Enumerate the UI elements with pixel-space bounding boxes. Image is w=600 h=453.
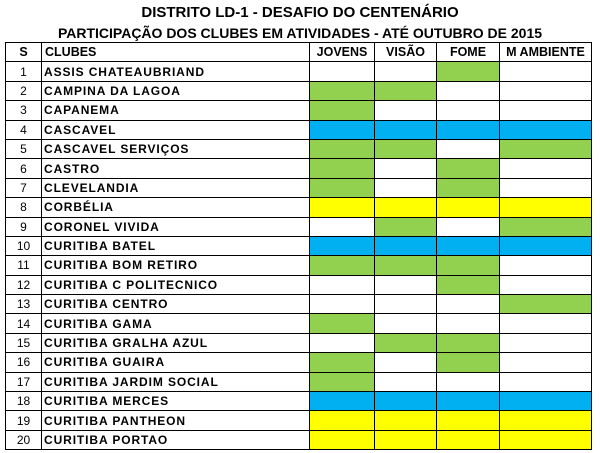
row-number: 2 (6, 81, 42, 100)
row-number: 20 (6, 430, 42, 449)
cell-jovens (310, 353, 375, 372)
club-name: CURITIBA MERCES (42, 392, 310, 411)
cell-fome (437, 256, 500, 275)
table-row (6, 256, 592, 275)
club-name: CURITIBA C POLITECNICO (42, 275, 310, 294)
row-number: 11 (6, 256, 42, 275)
row-number: 13 (6, 295, 42, 314)
row-number: 15 (6, 333, 42, 352)
cell-fome (437, 411, 500, 430)
cell-jovens (310, 236, 375, 255)
cell-jovens (310, 101, 375, 120)
cell-fome (437, 430, 500, 449)
row-number: 5 (6, 139, 42, 158)
cell-meio-ambiente (500, 392, 592, 411)
club-name: CASCAVEL (42, 120, 310, 139)
club-name: CURITIBA GRALHA AZUL (42, 333, 310, 352)
cell-jovens (310, 159, 375, 178)
cell-visao (375, 333, 437, 352)
cell-jovens (310, 295, 375, 314)
cell-fome (437, 353, 500, 372)
cell-visao (375, 295, 437, 314)
table-row (6, 236, 592, 255)
table-row (6, 430, 592, 449)
cell-fome (437, 101, 500, 120)
cell-fome (437, 275, 500, 294)
table-row (6, 411, 592, 430)
table-row (6, 333, 592, 352)
club-name: CORONEL VIVIDA (42, 217, 310, 236)
club-name: CAMPINA DA LAGOA (42, 81, 310, 100)
cell-fome (437, 159, 500, 178)
row-number: 18 (6, 392, 42, 411)
cell-fome (437, 372, 500, 391)
cell-visao (375, 178, 437, 197)
cell-visao (375, 314, 437, 333)
cell-meio-ambiente (500, 62, 592, 81)
table-row (6, 120, 592, 139)
header-clubes: CLUBES (42, 43, 310, 62)
cell-fome (437, 295, 500, 314)
cell-jovens (310, 372, 375, 391)
cell-meio-ambiente (500, 178, 592, 197)
cell-visao (375, 159, 437, 178)
table-row (6, 217, 592, 236)
cell-fome (437, 217, 500, 236)
row-number: 17 (6, 372, 42, 391)
cell-fome (437, 81, 500, 100)
cell-fome (437, 236, 500, 255)
cell-visao (375, 353, 437, 372)
club-name: CURITIBA PANTHEON (42, 411, 310, 430)
cell-meio-ambiente (500, 430, 592, 449)
table-row (6, 81, 592, 100)
cell-meio-ambiente (500, 295, 592, 314)
club-name: CASCAVEL SERVIÇOS (42, 139, 310, 158)
cell-jovens (310, 178, 375, 197)
header-row (6, 43, 592, 62)
cell-jovens (310, 275, 375, 294)
cell-meio-ambiente (500, 314, 592, 333)
row-number: 7 (6, 178, 42, 197)
club-name: ASSIS CHATEAUBRIAND (42, 62, 310, 81)
cell-jovens (310, 430, 375, 449)
club-name: CORBÉLIA (42, 198, 310, 217)
cell-fome (437, 333, 500, 352)
cell-meio-ambiente (500, 101, 592, 120)
cell-fome (437, 178, 500, 197)
cell-visao (375, 392, 437, 411)
row-number: 6 (6, 159, 42, 178)
row-number: 4 (6, 120, 42, 139)
cell-jovens (310, 62, 375, 81)
table-row (6, 372, 592, 391)
club-name: CURITIBA BOM RETIRO (42, 256, 310, 275)
club-name: CURITIBA GUAIRA (42, 353, 310, 372)
row-number: 10 (6, 236, 42, 255)
row-number: 1 (6, 62, 42, 81)
cell-meio-ambiente (500, 139, 592, 158)
cell-visao (375, 275, 437, 294)
row-number: 12 (6, 275, 42, 294)
cell-meio-ambiente (500, 81, 592, 100)
cell-visao (375, 411, 437, 430)
cell-jovens (310, 139, 375, 158)
club-name: CURITIBA BATEL (42, 236, 310, 255)
cell-fome (437, 62, 500, 81)
cell-meio-ambiente (500, 198, 592, 217)
club-name: CURITIBA PORTAO (42, 430, 310, 449)
cell-meio-ambiente (500, 333, 592, 352)
header-seq: S (6, 43, 42, 62)
table-row (6, 198, 592, 217)
club-name: CLEVELANDIA (42, 178, 310, 197)
cell-visao (375, 256, 437, 275)
cell-visao (375, 139, 437, 158)
table-row (6, 178, 592, 197)
cell-jovens (310, 198, 375, 217)
cell-meio-ambiente (500, 275, 592, 294)
table-row (6, 353, 592, 372)
cell-visao (375, 120, 437, 139)
cell-fome (437, 392, 500, 411)
table-row (6, 101, 592, 120)
header-jovens: JOVENS (310, 43, 375, 62)
table-row (6, 159, 592, 178)
club-name: CURITIBA CENTRO (42, 295, 310, 314)
club-name: CURITIBA JARDIM SOCIAL (42, 372, 310, 391)
cell-visao (375, 372, 437, 391)
cell-visao (375, 62, 437, 81)
cell-visao (375, 101, 437, 120)
cell-jovens (310, 120, 375, 139)
cell-visao (375, 430, 437, 449)
cell-meio-ambiente (500, 120, 592, 139)
table-row (6, 392, 592, 411)
row-number: 19 (6, 411, 42, 430)
cell-visao (375, 217, 437, 236)
cell-fome (437, 139, 500, 158)
cell-jovens (310, 392, 375, 411)
table-row (6, 275, 592, 294)
row-number: 8 (6, 198, 42, 217)
row-number: 9 (6, 217, 42, 236)
cell-meio-ambiente (500, 217, 592, 236)
sheet-subtitle: PARTICIPAÇÃO DOS CLUBES EM ATIVIDADES - ATÉ OUTUBRO DE 2015 (57, 25, 543, 41)
cell-jovens (310, 81, 375, 100)
cell-jovens (310, 333, 375, 352)
header-visao: VISÃO (375, 43, 437, 62)
cell-jovens (310, 217, 375, 236)
cell-fome (437, 120, 500, 139)
table-row (6, 62, 592, 81)
sheet-title: DISTRITO LD-1 - DESAFIO DO CENTENÁRIO (141, 3, 459, 21)
row-number: 14 (6, 314, 42, 333)
cell-meio-ambiente (500, 159, 592, 178)
cell-visao (375, 236, 437, 255)
club-name: CAPANEMA (42, 101, 310, 120)
club-name: CASTRO (42, 159, 310, 178)
cell-jovens (310, 256, 375, 275)
table-row (6, 139, 592, 158)
cell-meio-ambiente (500, 411, 592, 430)
cell-fome (437, 314, 500, 333)
header-meio-ambiente: M AMBIENTE (500, 43, 592, 62)
cell-meio-ambiente (500, 353, 592, 372)
cell-visao (375, 81, 437, 100)
row-number: 3 (6, 101, 42, 120)
club-name: CURITIBA GAMA (42, 314, 310, 333)
table-row (6, 314, 592, 333)
cell-meio-ambiente (500, 236, 592, 255)
row-number: 16 (6, 353, 42, 372)
cell-visao (375, 198, 437, 217)
cell-jovens (310, 314, 375, 333)
clubs-table (5, 42, 592, 450)
cell-meio-ambiente (500, 372, 592, 391)
cell-jovens (310, 411, 375, 430)
cell-fome (437, 198, 500, 217)
header-fome: FOME (437, 43, 500, 62)
table-row (6, 295, 592, 314)
cell-meio-ambiente (500, 256, 592, 275)
